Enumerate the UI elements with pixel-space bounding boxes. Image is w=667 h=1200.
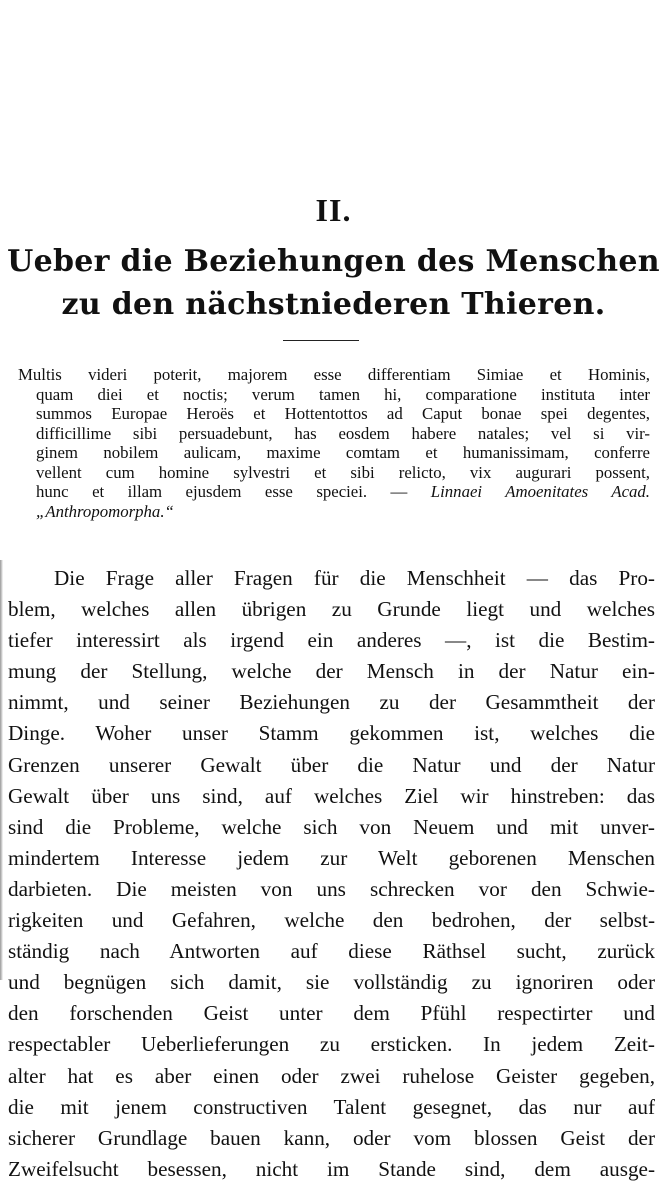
- body-line: Grenzen unserer Gewalt über die Natur und der Natur: [8, 752, 655, 777]
- epigraph-line: vellent cum homine sylvestri et sibi relicto, vix augurari possent,: [36, 462, 650, 482]
- epigraph-line: ginem nobilem aulicam, maxime comtam et humanissimam, conferre: [36, 443, 650, 462]
- body-line: nimmt, und seiner Beziehungen zu der Gesammtheit der: [8, 690, 655, 715]
- title-divider-rule: [283, 340, 359, 341]
- chapter-title-line-2: zu den nächstniederen Thieren.: [61, 287, 606, 322]
- body-line: rigkeiten und Gefahren, welche den bedrohen, der selbst-: [8, 908, 655, 933]
- body-line: ständig nach Antworten auf diese Räthsel sucht, zurück: [8, 939, 655, 964]
- body-line: Zweifelsucht besessen, nicht im Stande sind, dem ausge-: [8, 1156, 655, 1181]
- body-line: die mit jenem constructiven Talent gesegnet, das nur auf: [8, 1094, 655, 1119]
- body-line: mung der Stellung, welche der Mensch in der Natur ein-: [8, 659, 655, 684]
- body-line: darbieten. Die meisten von uns schrecken vor den Schwie-: [8, 876, 655, 901]
- page-binding-edge: [0, 560, 3, 980]
- body-line: sind die Probleme, welche sich von Neuem und mit unver-: [8, 814, 655, 839]
- epigraph-attribution-title: „Anthropomorpha.“: [36, 501, 174, 521]
- epigraph-line: Multis videri poterit, majorem esse differentiam Simiae et Hominis,: [18, 365, 650, 384]
- body-line: den forschenden Geist unter dem Pfühl respectirter und: [8, 1001, 655, 1026]
- body-line: tiefer interessirt als irgend ein anderes —, ist die Bestim-: [8, 628, 655, 653]
- epigraph-line-text: hunc et illam ejusdem esse speciei. —: [36, 482, 431, 501]
- body-line: mindertem Interesse jedem zur Welt geborenen Menschen: [8, 845, 655, 870]
- body-line: Gewalt über uns sind, auf welches Ziel wir hinstreben: das: [8, 783, 655, 808]
- epigraph-line-with-attribution: [18, 482, 650, 502]
- epigraph-line: difficillime sibi persuadebunt, has eosdem habere natales; vel si vir-: [36, 423, 650, 443]
- chapter-title-line-1: Ueber die Beziehungen des Menschen: [7, 244, 660, 279]
- chapter-title: [0, 240, 667, 326]
- body-line: sicherer Grundlage bauen kann, oder vom blossen Geist der: [8, 1125, 655, 1150]
- body-line: und begnügen sich damit, sie vollständig zu ignoriren oder: [8, 970, 655, 995]
- body-line: Die Frage aller Fragen für die Menschheit — das Pro-: [54, 566, 655, 590]
- body-paragraph: [8, 563, 655, 1185]
- body-line: alter hat es aber einen oder zwei ruhelose Geister gegeben,: [8, 1063, 655, 1088]
- epigraph-line: quam diei et noctis; verum tamen hi, comparatione instituta inter: [36, 384, 650, 404]
- epigraph-attribution-source: [18, 502, 650, 522]
- body-line: respectabler Ueberlieferungen zu ersticken. In jedem Zeit-: [8, 1032, 655, 1057]
- epigraph: [18, 365, 650, 521]
- body-line: Dinge. Woher unser Stamm gekommen ist, welches die: [8, 721, 655, 746]
- epigraph-line: summos Europae Heroës et Hottentottos ad Caput bonae spei degentes,: [36, 404, 650, 423]
- chapter-number: II.: [315, 192, 352, 228]
- body-line: blem, welches allen übrigen zu Grunde liegt und welches: [8, 597, 655, 622]
- epigraph-attribution: Linnaei Amoenitates Acad.: [430, 482, 650, 501]
